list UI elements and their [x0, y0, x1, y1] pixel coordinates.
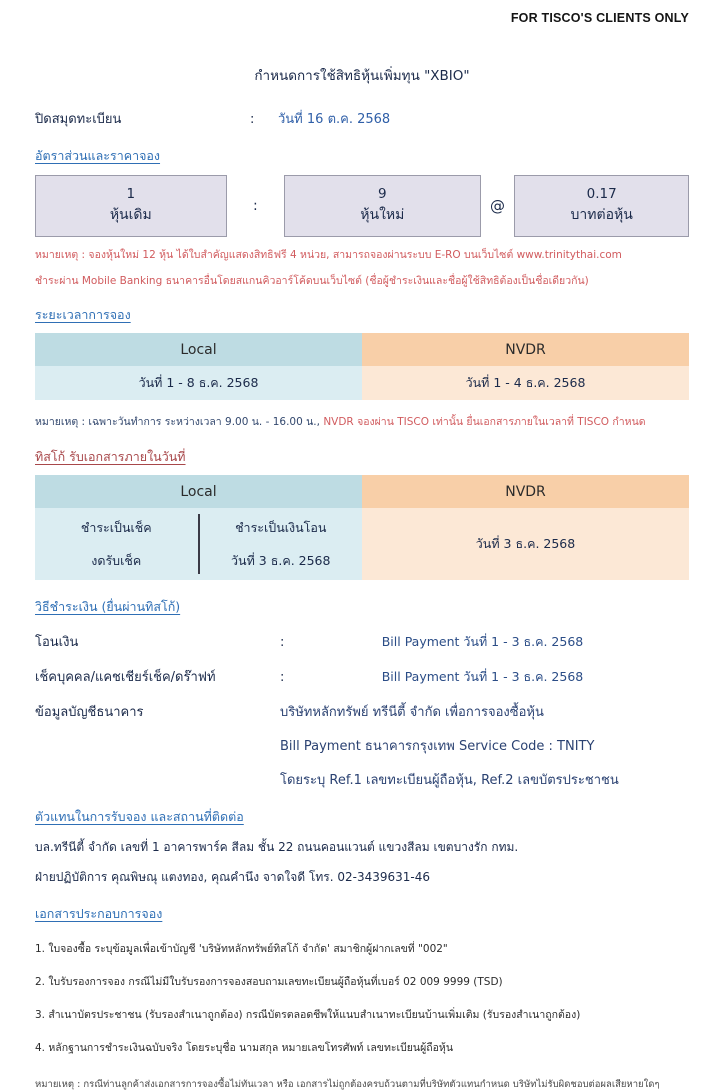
- period-header-local: Local: [35, 333, 362, 366]
- payment-label-cheque: เช็คบุคคล/แคชเชียร์เช็ค/ดร๊าฟท์: [35, 670, 216, 686]
- table-header-row: [35, 333, 689, 366]
- period-note-prefix: หมายเหตุ : เฉพาะวันทำการ ระหว่างเวลา 9.00 น. - 16.00 น.,: [35, 416, 324, 429]
- ratio-note-second: ชำระผ่าน Mobile Banking ธนาคารอื่นโดยสแกนคิวอาร์โค้ดบนเว็บไซต์ (ชื่อผู้ชำระเงินและชื่อผู้ใช้สิทธิต้องเป็นชื่อเดียวกัน): [35, 275, 589, 288]
- payment-row-cheque: [35, 666, 689, 687]
- payment-label-transfer: โอนเงิน: [35, 635, 79, 651]
- page-title: กำหนดการใช้สิทธิหุ้นเพิ่มทุน "XBIO": [254, 68, 470, 84]
- ratio-old-unit: หุ้นเดิม: [109, 207, 152, 223]
- tisco-cheque-title: ชำระเป็นเช็ค: [80, 519, 152, 535]
- payment-colon-transfer: :: [280, 635, 285, 651]
- list-item: 4. หลักฐานการชำระเงินฉบับจริง โดยระบุชื่อ นามสกุล หมายเลขโทรศัพท์ เลขทะเบียนผู้ถือหุ้น: [35, 1042, 454, 1055]
- contact-staff: ฝ่ายปฏิบัติการ คุณพิษณุ แตงทอง, คุณคำนึง จาดใจดี โทร. 02-3439631-46: [35, 870, 431, 885]
- tisco-document-table: [35, 475, 689, 580]
- ratio-separator-colon: :: [252, 198, 258, 214]
- ratio-new-unit: หุ้นใหม่: [360, 207, 405, 223]
- payment-value-cheque: Bill Payment วันที่ 1 - 3 ธ.ค. 2568: [381, 669, 584, 685]
- book-closure-row: [35, 108, 689, 129]
- tisco-local-cell: [35, 508, 362, 580]
- documents-section-heading: เอกสารประกอบการจอง: [35, 906, 163, 922]
- book-closure-label: ปิดสมุดทะเบียน: [35, 112, 122, 127]
- payment-row-transfer: [35, 631, 689, 652]
- contact-section-heading: ตัวแทนในการรับจอง และสถานที่ติดต่อ: [35, 809, 244, 825]
- bank-info-label: ข้อมูลบัญชีธนาคาร: [35, 705, 144, 721]
- bank-info-lines: [280, 701, 619, 790]
- subscription-period-table: [35, 333, 689, 400]
- tisco-section-heading: ทิสโก้ รับเอกสารภายในวันที่: [35, 449, 186, 465]
- period-value-local: วันที่ 1 - 8 ธ.ค. 2568: [35, 366, 362, 400]
- bank-info-row: [35, 701, 689, 790]
- period-note-red: NVDR จองผ่าน TISCO เท่านั้น ยื่นเอกสารภายในเวลาที่ TISCO กำหนด: [323, 416, 646, 429]
- clients-only-text: FOR TISCO'S CLIENTS ONLY: [510, 11, 689, 25]
- table-row: [35, 508, 689, 580]
- ratio-boxes: [35, 175, 689, 237]
- list-item: 1. ใบจองซื้อ ระบุข้อมูลเพื่อเข้าบัญชี 'บริษัทหลักทรัพย์ทิสโก้ จำกัด' สมาชิกผู้ฝากเลขที่ "002": [35, 943, 448, 956]
- period-note: [35, 413, 689, 430]
- table-header-row: [35, 475, 689, 508]
- bank-service-code: Bill Payment ธนาคารกรุงเทพ Service Code : TNITY: [280, 739, 595, 755]
- ratio-price-unit: บาทต่อหุ้น: [570, 207, 633, 223]
- clients-only-banner: [35, 0, 689, 26]
- tisco-header-local: Local: [35, 475, 362, 508]
- ratio-new-share-box: [284, 175, 481, 237]
- ratio-separator-at: @: [489, 197, 505, 215]
- book-closure-value: วันที่ 16 ต.ค. 2568: [278, 112, 391, 127]
- payment-colon-cheque: :: [280, 670, 285, 686]
- tisco-cheque-value: งดรับเช็ค: [91, 552, 142, 568]
- ratio-price-number: 0.17: [586, 186, 617, 202]
- bank-reference-info: โดยระบุ Ref.1 เลขทะเบียนผู้ถือหุ้น, Ref.2 เลขบัตรประชาชน: [280, 773, 619, 789]
- tisco-transfer-value: วันที่ 3 ธ.ค. 2568: [231, 552, 331, 568]
- tisco-transfer-cell: [200, 508, 363, 580]
- list-item: 3. สำเนาบัตรประชาชน (รับรองสำเนาถูกต้อง) กรณีบัตรตลอดชีพให้แนบสำเนาทะเบียนบ้านเพิ่มเติม (รับรองสำเนาถูกต้อง): [35, 1009, 581, 1022]
- table-row: [35, 366, 689, 400]
- tisco-transfer-title: ชำระเป็นเงินโอน: [235, 519, 327, 535]
- tisco-header-nvdr: NVDR: [362, 475, 689, 508]
- period-value-nvdr: วันที่ 1 - 4 ธ.ค. 2568: [362, 366, 689, 400]
- period-header-nvdr: NVDR: [362, 333, 689, 366]
- bank-account-name: บริษัทหลักทรัพย์ ทรีนีตี้ จำกัด เพื่อการจองซื้อหุ้น: [280, 705, 544, 721]
- ratio-note-first: หมายเหตุ : จองหุ้นใหม่ 12 หุ้น ได้ใบสำคัญแสดงสิทธิฟรี 4 หน่วย, สามารถจองผ่านระบบ E-RO บนเว็บไซต์ www.trinitythai.com: [35, 249, 622, 261]
- contact-address: บล.ทรีนีตี้ จำกัด เลขที่ 1 อาคารพาร์ค สีลม ชั้น 22 ถนนคอนแวนต์ แขวงสีลม เขตบางรัก กทม.: [35, 840, 519, 855]
- list-item: 2. ใบรับรองการจอง กรณีไม่มีใบรับรองการจองสอบถามเลขทะเบียนผู้ถือหุ้นที่เบอร์ 02 009 9999 (TSD): [35, 976, 503, 989]
- footer-disclaimer: หมายเหตุ : กรณีท่านลูกค้าส่งเอกสารการจองซื้อไม่ทันเวลา หรือ เอกสารไม่ถูกต้องครบถ้วนตามที่บริษัทตัวแทนกำหนด บริษัทไม่รับผิดชอบต่อผลเสียหายใดๆ: [35, 1079, 660, 1091]
- ratio-price-box: [514, 175, 689, 237]
- tisco-nvdr-value: วันที่ 3 ธ.ค. 2568: [362, 508, 689, 580]
- ratio-section-heading: อัตราส่วนและราคาจอง: [35, 148, 161, 163]
- book-closure-colon: :: [250, 112, 255, 127]
- payment-value-transfer: Bill Payment วันที่ 1 - 3 ธ.ค. 2568: [381, 634, 584, 650]
- period-section-heading: ระยะเวลาการจอง: [35, 307, 131, 323]
- payment-section-heading: วิธีชำระเงิน (ยื่นผ่านทิสโก้): [35, 599, 181, 615]
- ratio-old-share-box: [35, 175, 227, 237]
- tisco-cheque-cell: [35, 508, 198, 580]
- ratio-new-number: 9: [378, 186, 387, 202]
- ratio-old-number: 1: [126, 186, 136, 202]
